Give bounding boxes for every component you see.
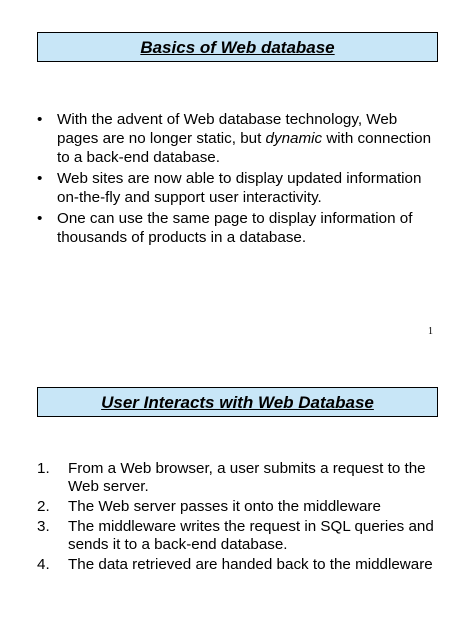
- step-text: The middleware writes the request in SQL queries and sends it to a back-end database.: [68, 518, 434, 553]
- step-number: 2.: [37, 498, 50, 515]
- page-number: 1: [428, 326, 433, 337]
- step-number: 4.: [37, 556, 50, 573]
- bullet-dot: •: [37, 111, 43, 128]
- bullet-text: One can use the same page to display information of thousands of products in a database.: [57, 210, 413, 246]
- step-item: [37, 498, 442, 516]
- bullet-item: [37, 209, 442, 247]
- step-text: From a Web browser, a user submits a request to the Web server.: [68, 460, 426, 495]
- bullet-text: Web sites are now able to display updated information on-the-fly and support user interactivity.: [57, 170, 422, 206]
- step-number: 3.: [37, 518, 50, 535]
- bullet-text: with connection to a back-end database.: [57, 130, 432, 166]
- slide-title: Basics of Web database: [140, 37, 335, 57]
- bullet-list: [37, 110, 442, 249]
- bullet-text: With the advent of Web database technology, Web pages are no longer static, but: [57, 111, 398, 147]
- step-text: The Web server passes it onto the middleware: [68, 498, 381, 515]
- slide-title-box: [37, 387, 438, 417]
- bullet-item: [37, 169, 442, 207]
- step-text: The data retrieved are handed back to the middleware: [68, 556, 433, 573]
- bullet-item: [37, 110, 442, 167]
- step-item: [37, 556, 442, 574]
- step-item: [37, 518, 442, 554]
- bullet-dot: •: [37, 210, 43, 227]
- step-number: 1.: [37, 460, 50, 477]
- emphasis-text: dynamic: [265, 130, 323, 147]
- slide-title: User Interacts with Web Database: [101, 392, 374, 412]
- step-item: [37, 460, 442, 496]
- numbered-step-list: [37, 460, 442, 576]
- bullet-dot: •: [37, 170, 43, 187]
- slide-user-interacts-with-web-database: [0, 360, 474, 632]
- slide-title-box: [37, 32, 438, 62]
